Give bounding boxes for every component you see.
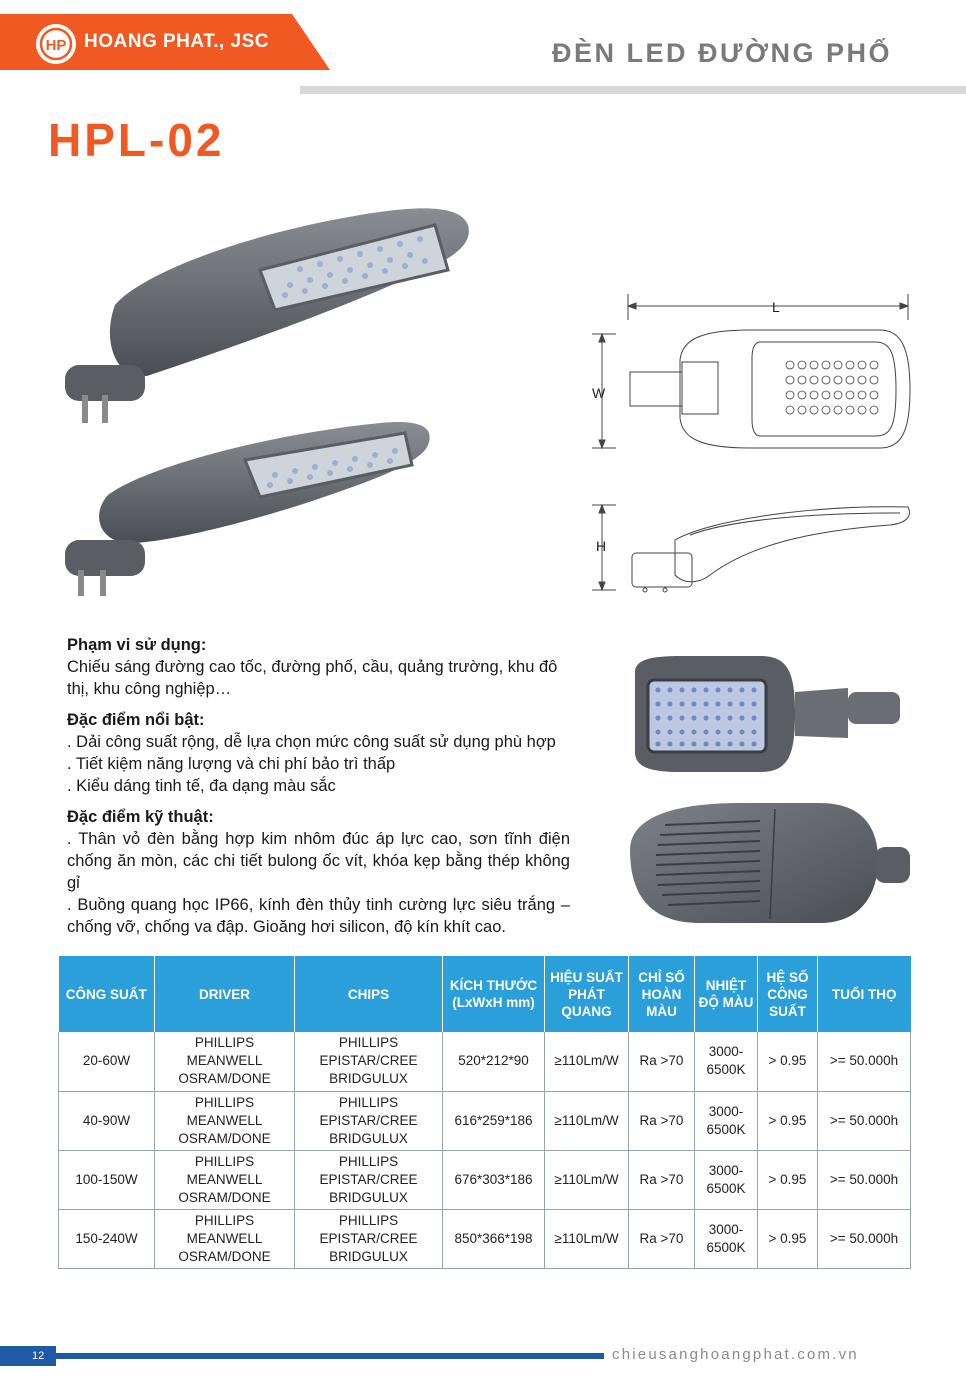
col-header-pf: HỆ SỐ CÔNG SUẤT [758,956,818,1032]
top-view-drawing [590,290,920,460]
svg-text:HP: HP [45,37,67,54]
cell-life: >= 50.000h [818,1209,911,1268]
cell-power: 20-60W [59,1032,155,1091]
website-link[interactable]: chieusanghoangphat.com.vn [612,1346,859,1363]
cell-life: >= 50.000h [818,1032,911,1091]
col-header-cct: NHIỆT ĐỘ MÀU [695,956,758,1032]
cell-chips: PHILLIPS EPISTAR/CREE BRIDGULUX [295,1209,443,1268]
product-photo-angle-2 [60,415,440,605]
product-photo-top [620,795,920,930]
product-photo-angle-1 [60,195,480,435]
cell-efficacy: ≥110Lm/W [545,1209,629,1268]
cell-cct: 3000- 6500K [695,1150,758,1209]
cell-cct: 3000- 6500K [695,1032,758,1091]
cell-driver: PHILLIPS MEANWELL OSRAM/DONE [155,1209,295,1268]
col-header-driver: DRIVER [155,956,295,1032]
length-label: L [772,299,780,315]
cell-power: 150-240W [59,1209,155,1268]
cell-driver: PHILLIPS MEANWELL OSRAM/DONE [155,1032,295,1091]
features-title: Đặc điểm nổi bật: [67,711,205,729]
cell-chips: PHILLIPS EPISTAR/CREE BRIDGULUX [295,1091,443,1150]
scope-text: Chiếu sáng đường cao tốc, đường phố, cầu, quảng trường, khu đô thị, khu công nghiệp… [67,658,558,698]
feature-item: . Tiết kiệm năng lượng và chi phí bảo trì thấp [67,755,396,773]
table-row [59,1032,911,1091]
cell-size: 676*303*186 [443,1150,545,1209]
width-label: W [592,385,606,401]
logo-mark-icon [39,27,73,61]
table-header-row [59,956,911,1032]
cell-driver: PHILLIPS MEANWELL OSRAM/DONE [155,1150,295,1209]
cell-efficacy: ≥110Lm/W [545,1150,629,1209]
col-header-cri: CHỈ SỐ HOÀN MÀU [629,956,695,1032]
cell-cri: Ra >70 [629,1150,695,1209]
spec-table [58,956,911,1269]
col-header-power: CÔNG SUẤT [59,956,155,1032]
cell-power: 40-90W [59,1091,155,1150]
cell-pf: > 0.95 [758,1032,818,1091]
cell-efficacy: ≥110Lm/W [545,1032,629,1091]
cell-cri: Ra >70 [629,1032,695,1091]
cell-pf: > 0.95 [758,1091,818,1150]
tech-title: Đặc điểm kỹ thuật: [67,808,214,826]
company-logo [36,24,76,64]
col-header-life: TUỔI THỌ [818,956,911,1032]
tech-item: . Thân vỏ đèn bằng hợp kim nhôm đúc áp lực cao, sơn tĩnh điện chống ăn mòn, các chi tiết bulong ốc vít, khóa kẹp bằng thép không gỉ [67,830,570,892]
cell-cct: 3000- 6500K [695,1209,758,1268]
cell-cri: Ra >70 [629,1091,695,1150]
table-row [59,1150,911,1209]
height-label: H [596,538,607,554]
cell-pf: > 0.95 [758,1209,818,1268]
col-header-chips: CHIPS [295,956,443,1032]
col-header-efficacy: HIỆU SUẤT PHÁT QUANG [545,956,629,1032]
cell-driver: PHILLIPS MEANWELL OSRAM/DONE [155,1091,295,1150]
footer-rule [56,1353,604,1359]
feature-item: . Dải công suất rộng, dễ lựa chọn mức công suất sử dụng phù hợp [67,733,556,751]
table-row [59,1209,911,1268]
tech-item: . Buồng quang học IP66, kính đèn thủy tinh cường lực siêu trắng – chống vỡ, chống va đập. Gioăng hơi silicon, độ kín khít cao. [67,896,570,936]
cell-cri: Ra >70 [629,1209,695,1268]
cell-power: 100-150W [59,1150,155,1209]
scope-title: Phạm vi sử dụng: [67,636,207,654]
table-row [59,1091,911,1150]
cell-chips: PHILLIPS EPISTAR/CREE BRIDGULUX [295,1150,443,1209]
cell-efficacy: ≥110Lm/W [545,1091,629,1150]
cell-chips: PHILLIPS EPISTAR/CREE BRIDGULUX [295,1032,443,1091]
feature-item: . Kiểu dáng tinh tế, đa dạng màu sắc [67,777,336,795]
product-photo-bottom [620,652,920,777]
cell-size: 850*366*198 [443,1209,545,1268]
page-number: 12 [0,1346,56,1366]
company-name: HOANG PHAT., JSC [84,31,270,52]
cell-life: >= 50.000h [818,1091,911,1150]
product-model: HPL-02 [48,114,225,166]
cell-pf: > 0.95 [758,1150,818,1209]
col-header-size: KÍCH THƯỚC (LxWxH mm) [443,956,545,1032]
product-description [67,634,570,938]
header-rule [300,86,966,94]
side-view-drawing [590,495,920,600]
cell-size: 616*259*186 [443,1091,545,1150]
cell-size: 520*212*90 [443,1032,545,1091]
product-category: ĐÈN LED ĐƯỜNG PHỐ [552,38,892,68]
cell-cct: 3000- 6500K [695,1091,758,1150]
cell-life: >= 50.000h [818,1150,911,1209]
